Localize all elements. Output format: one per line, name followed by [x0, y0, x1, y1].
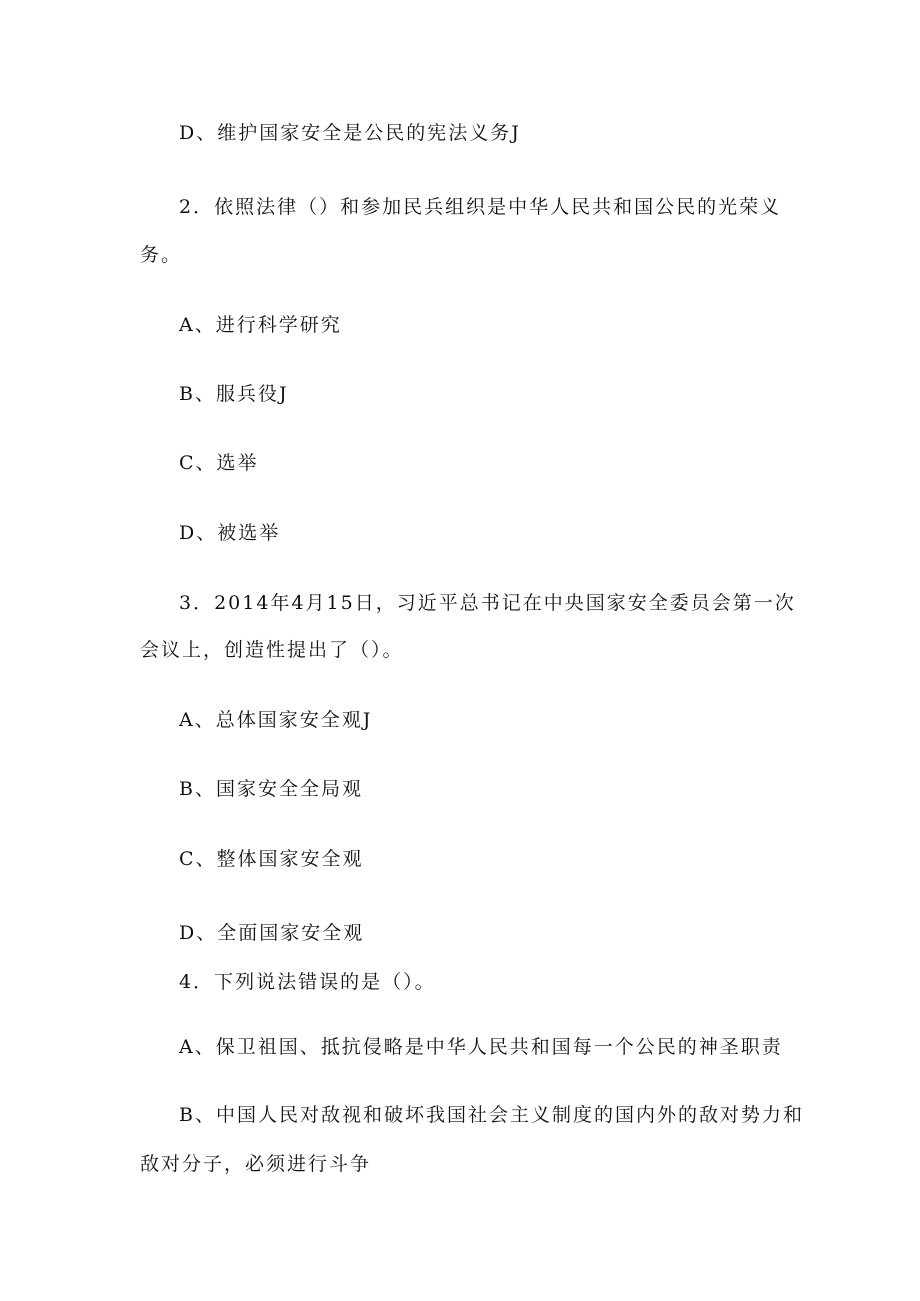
q2-option-b: B、服兵役J — [179, 383, 289, 405]
q1-option-d: D、维护国家安全是公民的宪法义务J — [179, 122, 521, 144]
q3-stem-continued: 会议上，创造性提出了（）。 — [140, 639, 404, 661]
q3-option-c: C、整体国家安全观 — [179, 848, 364, 870]
q4-option-b-continued: 敌对分子，必须进行斗争 — [140, 1153, 372, 1175]
q4-stem: 4．下列说法错误的是（）。 — [179, 971, 436, 993]
q3-option-b: B、国家安全全局观 — [179, 778, 363, 800]
q2-option-c: C、选举 — [179, 452, 259, 474]
q3-stem: 3．2014年4月15日，习近平总书记在中央国家安全委员会第一次 — [179, 592, 796, 614]
q2-stem: 2．依照法律（）和参加民兵组织是中华人民共和国公民的光荣义 — [179, 196, 782, 218]
q2-option-d: D、被选举 — [179, 522, 281, 544]
q2-option-a: A、进行科学研究 — [179, 314, 342, 336]
q3-option-d: D、全面国家安全观 — [179, 922, 365, 944]
q3-option-a: A、总体国家安全观J — [179, 709, 373, 731]
q2-stem-continued: 务。 — [140, 244, 183, 266]
q4-option-b: B、中国人民对敌视和破坏我国社会主义制度的国内外的敌对势力和 — [179, 1104, 804, 1126]
q4-option-a: A、保卫祖国、抵抗侵略是中华人民共和国每一个公民的神圣职责 — [179, 1036, 783, 1058]
